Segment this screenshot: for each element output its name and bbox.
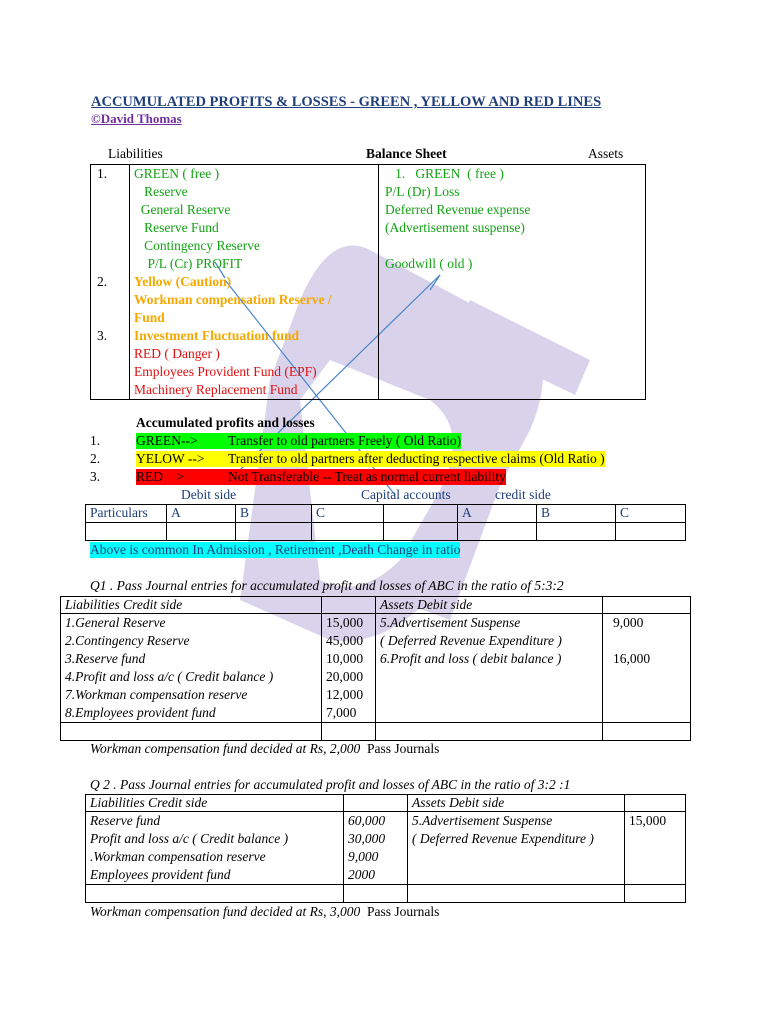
rule-label: YELOW --> [136,451,205,466]
amount: 9,000 [613,615,644,630]
amount: 30,000 [348,831,386,846]
rule-text: Transfer to old partners after deducting respective claims (Old Ratio ) [228,451,605,466]
table-cell [86,885,344,903]
list-item: 4.Profit and loss a/c ( Credit balance ) [65,669,274,684]
liability-line: General Reserve [134,202,231,217]
item-number: 2. [97,274,108,289]
table-cell [537,523,616,541]
q1-footer-plain: Pass Journals [360,741,440,756]
column-header: A [458,505,537,523]
liability-line: GREEN ( free ) [134,166,220,181]
q1-footer-italic: Workman compensation fund decided at Rs, 2,000 [90,741,361,756]
capital-accounts-table [85,504,686,541]
q2-assets [408,812,625,885]
rule-row-green [90,433,461,449]
balance-sheet-table [90,164,646,400]
asset-line: (Advertisement suspense) [385,220,525,235]
list-item: 6.Profit and loss ( debit balance ) [380,651,562,666]
table-cell [61,723,322,741]
rule-number: 1. [90,433,101,448]
q2-table [85,794,686,903]
liability-line: Workman compensation Reserve / [134,292,332,307]
rule-row-yellow [90,451,605,467]
list-item: 7.Workman compensation reserve [65,687,248,702]
q1-table [60,596,691,741]
amount [613,632,686,650]
q1-liab-amounts [322,614,376,723]
list-item: 2.Contingency Reserve [65,633,190,648]
amount: 15,000 [326,615,364,630]
author-credit: ©David Thomas [91,111,182,126]
credit-side-label: credit side [495,487,551,502]
column-header [384,505,458,523]
balance-sheet-liabilities [130,165,379,400]
item-number: 3. [97,328,108,343]
table-cell [322,597,376,614]
q2-liab-amounts [344,812,408,885]
liability-line: RED ( Danger ) [134,346,220,361]
q1-asset-amounts [603,614,691,723]
table-cell [625,885,686,903]
amount: 16,000 [613,651,651,666]
table-cell [344,795,408,812]
table-cell [625,795,686,812]
table-cell [236,523,312,541]
page-title: ACCUMULATED PROFITS & LOSSES - GREEN , YELLOW AND RED LINES [91,94,602,110]
table-cell [312,523,384,541]
column-header: B [537,505,616,523]
list-item: ( Deferred Revenue Expenditure ) [380,633,562,648]
rule-label: GREEN--> [136,433,198,448]
accumulated-heading: Accumulated profits and losses [136,415,315,430]
list-item: .Workman compensation reserve [90,849,266,864]
balance-sheet-assets [379,165,646,400]
amount: 10,000 [326,651,364,666]
q1-liab-header: Liabilities Credit side [61,597,322,614]
table-cell [458,523,537,541]
list-item: 3.Reserve fund [65,651,146,666]
assets-label: Assets [588,146,624,161]
item-number: 1. [97,166,108,181]
q2-footer-italic: Workman compensation fund decided at Rs, 3,000 [90,904,361,919]
table-cell [86,523,167,541]
list-item: 5.Advertisement Suspense [380,615,521,630]
amount: 9,000 [348,849,379,864]
rule-row-red [90,469,506,485]
table-cell [603,597,691,614]
common-note: Above is common In Admission , Retirement ,Death Change in ratio [90,542,461,557]
liability-line: Reserve [134,184,188,199]
amount: 15,000 [629,813,667,828]
asset-line: P/L (Dr) Loss [385,184,460,199]
amount: 60,000 [348,813,386,828]
q2-asset-amounts [625,812,686,885]
q1-assets [376,614,603,723]
column-header: B [236,505,312,523]
list-item: 1.General Reserve [65,615,166,630]
liability-line: P/L (Cr) PROFIT [134,256,243,271]
asset-line: 1. GREEN ( free ) [385,166,504,181]
q2-liab-header: Liabilities Credit side [86,795,344,812]
liability-line: Employees Provident Fund (EPF) [134,364,317,379]
table-cell [616,523,686,541]
table-cell [384,523,458,541]
column-header: Particulars [86,505,167,523]
amount: 2000 [348,867,375,882]
debit-side-label: Debit side [181,487,237,502]
rule-number: 3. [90,469,101,484]
amount: 20,000 [326,669,364,684]
liability-line: Fund [134,310,165,325]
table-cell [603,723,691,741]
table-cell [376,723,603,741]
q2-liabilities [86,812,344,885]
liability-line: Yellow (Caution) [134,274,232,289]
list-item: 8.Employees provident fund [65,705,216,720]
table-cell [167,523,236,541]
liability-line: Reserve Fund [134,220,219,235]
liability-line: Contingency Reserve [134,238,260,253]
q2-footer [90,904,439,920]
q1-question: Q1 . Pass Journal entries for accumulated profit and losses of ABC in the ratio of 5:3:2 [90,578,564,593]
q2-asset-header: Assets Debit side [408,795,625,812]
table-cell [344,885,408,903]
q1-asset-header: Assets Debit side [376,597,603,614]
table-cell [322,723,376,741]
column-header: C [312,505,384,523]
asset-line [385,237,641,255]
q1-liabilities [61,614,322,723]
capital-accounts-title: Capital accounts [361,487,451,502]
liabilities-label: Liabilities [108,146,163,161]
rule-label: RED > [136,469,185,484]
liability-line: Machinery Replacement Fund [134,382,298,397]
list-item: ( Deferred Revenue Expenditure ) [412,831,594,846]
table-cell [408,885,625,903]
q1-footer [90,741,439,757]
list-item: Employees provident fund [90,867,231,882]
list-item: 5.Advertisement Suspense [412,813,553,828]
q2-footer-plain: Pass Journals [360,904,440,919]
rule-number: 2. [90,451,101,466]
column-header: A [167,505,236,523]
balance-sheet-numbers [91,165,130,400]
list-item: Reserve fund [90,813,161,828]
column-header: C [616,505,686,523]
rule-text: Transfer to old partners Freely ( Old Ratio) [228,433,462,448]
q2-question: Q 2 . Pass Journal entries for accumulated profit and losses of ABC in the ratio of 3:2 :1 [90,777,571,792]
asset-line: Deferred Revenue expense [385,202,531,217]
asset-line: Goodwill ( old ) [385,256,473,271]
amount: 7,000 [326,705,357,720]
list-item: Profit and loss a/c ( Credit balance ) [90,831,289,846]
amount: 12,000 [326,687,364,702]
liability-line: Investment Fluctuation fund [134,328,300,343]
balance-sheet-title: Balance Sheet [366,146,447,161]
amount: 45,000 [326,633,364,648]
rule-text: Not Transferable -- Treat as normal current liability [228,469,506,484]
